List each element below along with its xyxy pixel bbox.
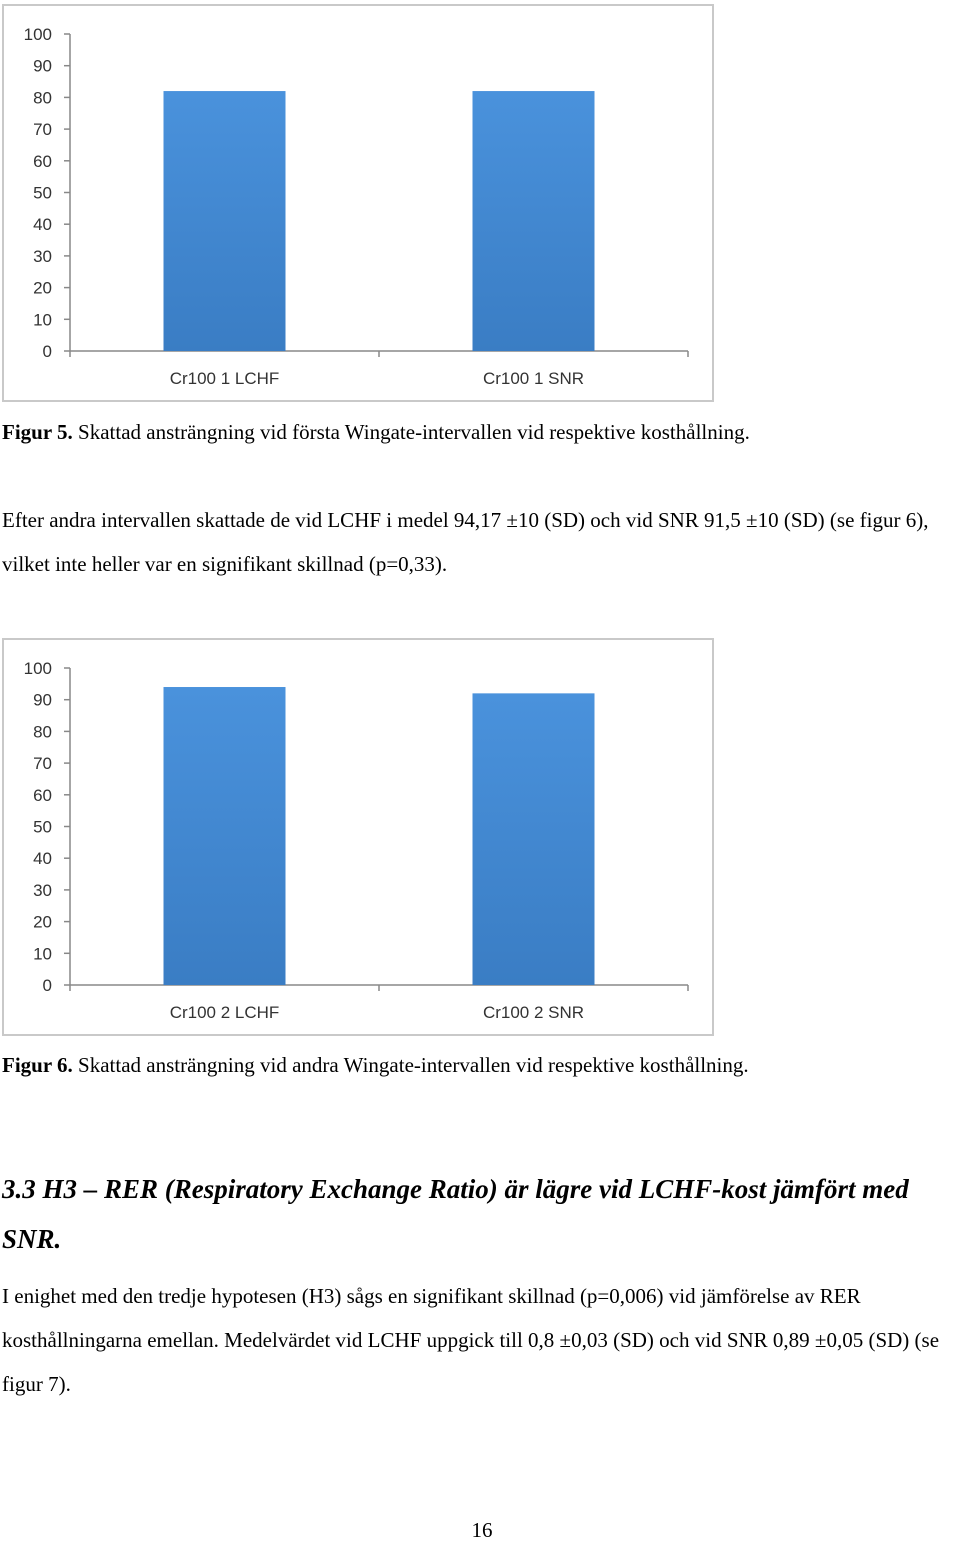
- figure-5-caption: [2, 420, 750, 445]
- y-tick-label: 30: [33, 246, 52, 266]
- y-tick-label: 20: [33, 278, 52, 298]
- y-tick-label: 0: [42, 976, 52, 995]
- y-tick-label: 100: [23, 659, 52, 678]
- figure-6-label: Figur 6.: [2, 1053, 73, 1077]
- bar: [473, 693, 595, 985]
- y-tick-label: 100: [23, 25, 52, 44]
- bar: [164, 91, 286, 351]
- figure-5-label: Figur 5.: [2, 420, 73, 444]
- paragraph-1: Efter andra intervallen skattade de vid LCHF i medel 94,17 ±10 (SD) och vid SNR 91,5 ±10 (SD) (se figur 6), vilket inte heller var en signifikant skillnad (p=0,33).: [2, 508, 929, 576]
- y-tick-label: 50: [33, 183, 52, 203]
- y-tick-label: 80: [33, 722, 52, 742]
- y-tick-label: 90: [33, 56, 52, 76]
- bar: [164, 687, 286, 985]
- figure-5-chart: [2, 4, 714, 402]
- x-tick-label: Cr100 1 SNR: [482, 369, 585, 388]
- paragraph-2: I enighet med den tredje hypotesen (H3) sågs en signifikant skillnad (p=0,006) vid jämförelse av RER kosthållningarna emellan. Medelvärdet vid LCHF uppgick till 0,8 ±0,03 (SD) och vid SNR 0,89 ±0,05 (SD) (se figur 7).: [2, 1284, 940, 1396]
- y-tick-label: 20: [33, 912, 52, 932]
- y-tick-label: 80: [33, 88, 52, 108]
- y-tick-label: 40: [33, 849, 52, 869]
- y-tick-label: 10: [33, 310, 52, 330]
- y-tick-label: 70: [33, 120, 52, 140]
- y-tick-label: 70: [33, 754, 52, 774]
- bar: [473, 91, 595, 351]
- y-tick-label: 10: [33, 944, 52, 964]
- figure-6-chart: [2, 638, 714, 1036]
- x-tick-label: Cr100 2 LCHF: [169, 1003, 280, 1022]
- y-tick-label: 60: [33, 151, 52, 171]
- y-tick-label: 0: [42, 342, 52, 361]
- section-heading: 3.3 H3 – RER (Respiratory Exchange Ratio) är lägre vid LCHF-kost jämfört med SNR.: [2, 1174, 909, 1254]
- figure-6-caption: [2, 1053, 749, 1078]
- figure-5-bar-chart: [4, 6, 712, 400]
- figure-6-caption-text: Skattad ansträngning vid andra Wingate-intervallen vid respektive kosthållning.: [72, 1053, 749, 1077]
- y-tick-label: 90: [33, 690, 52, 710]
- figure-5-caption-text: Skattad ansträngning vid första Wingate-intervallen vid respektive kosthållning.: [72, 420, 750, 444]
- page-number: 16: [471, 1518, 493, 1542]
- y-tick-label: 40: [33, 215, 52, 235]
- y-tick-label: 50: [33, 817, 52, 837]
- figure-6-bar-chart: [4, 640, 712, 1034]
- y-tick-label: 60: [33, 785, 52, 805]
- y-tick-label: 30: [33, 880, 52, 900]
- x-tick-label: Cr100 1 LCHF: [169, 369, 280, 388]
- x-tick-label: Cr100 2 SNR: [482, 1003, 585, 1022]
